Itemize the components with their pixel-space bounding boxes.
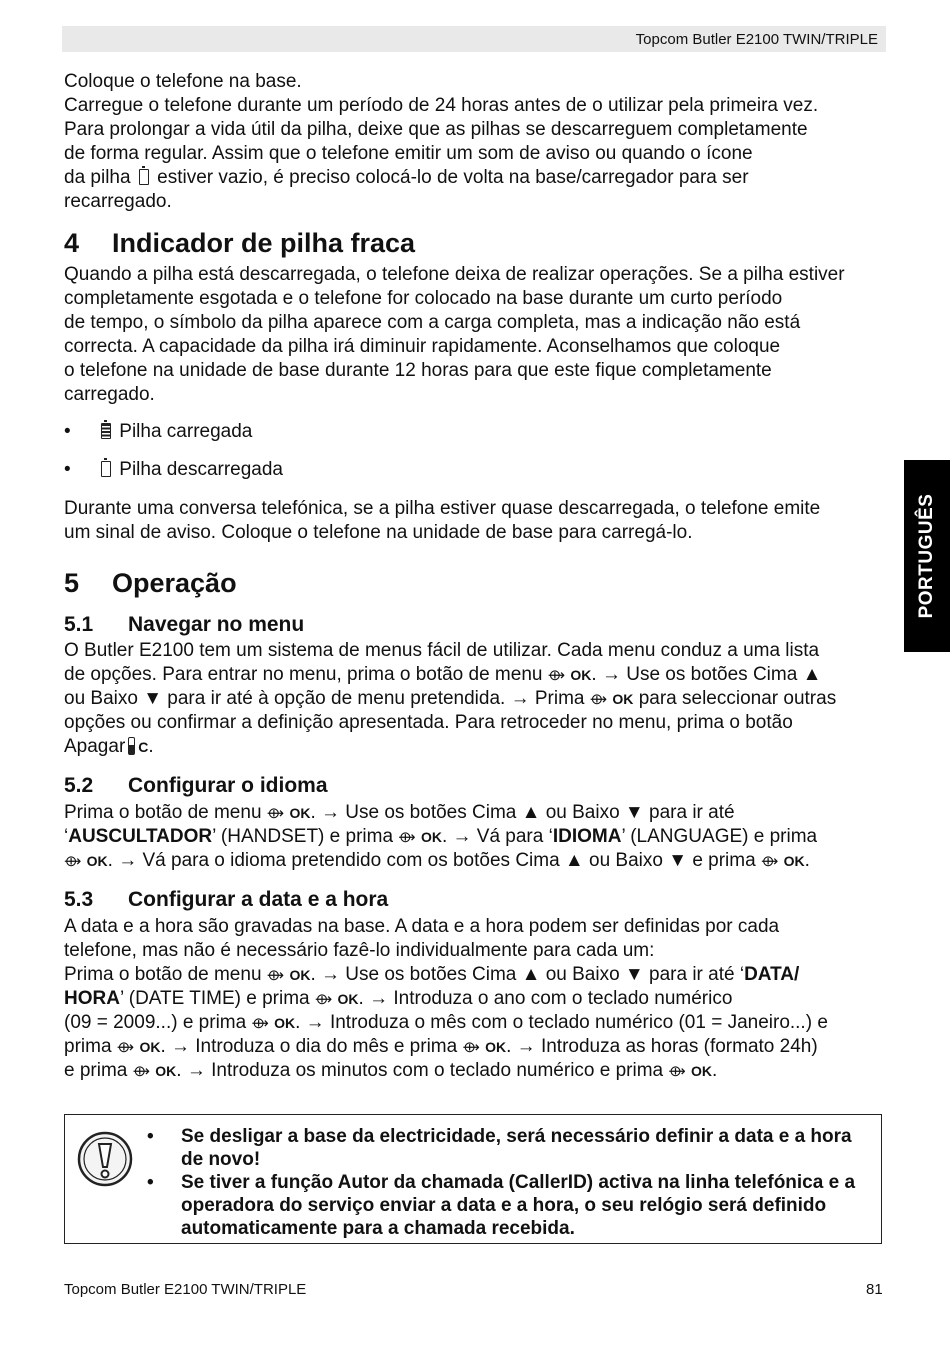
paragraph-line: telefone, mas não é necessário fazê-lo individualmente para cada um: [64, 940, 655, 961]
intro-line: recarregado. [64, 191, 172, 212]
paragraph-line: carregado. [64, 384, 155, 405]
ok-label: OK [570, 667, 592, 683]
header-bar [62, 26, 886, 52]
text: ’ (LANGUAGE) e prima [621, 826, 818, 847]
text: . → Use os botões Cima ▲ ou Baixo ▼ para ir até [310, 802, 735, 823]
menu-option: HORA [64, 988, 120, 1009]
language-tab-label: PORTUGUÊS [916, 493, 937, 619]
battery-full-icon [101, 423, 111, 439]
paragraph-line [64, 735, 886, 759]
paragraph-line: um sinal de aviso. Coloque o telefone na unidade de base para carregá-lo. [64, 522, 693, 543]
text: ‘ [64, 826, 69, 847]
intro-line: Coloque o telefone na base. [64, 71, 302, 92]
text: prima [64, 1036, 112, 1057]
paragraph-line [64, 1011, 886, 1036]
paragraph-line [64, 987, 886, 1012]
header-title: Topcom Butler E2100 TWIN/TRIPLE [635, 31, 878, 48]
text: . [712, 1060, 718, 1081]
footer-title: Topcom Butler E2100 TWIN/TRIPLE [64, 1281, 307, 1298]
paragraph-line [64, 825, 886, 850]
paragraph-line [64, 687, 886, 712]
section-number: 5.3 [64, 888, 94, 911]
paragraph-line: opções ou confirmar a definição apresentada. Para retroceder no menu, prima o botão [64, 712, 793, 733]
menu-key-icon: ⟴ [266, 967, 285, 984]
ok-label: OK [612, 691, 634, 707]
section-number: 5.2 [64, 774, 94, 797]
text: da pilha [64, 167, 131, 188]
text: ’ (HANDSET) e prima [212, 826, 394, 847]
page-number: 81 [866, 1281, 883, 1298]
intro-line: Carregue o telefone durante um período de 24 horas antes de o utilizar pela primeira vez. [64, 95, 819, 116]
paragraph-line: de tempo, o símbolo da pilha aparece com a carga completa, mas a indicação não está [64, 312, 801, 333]
clear-key-label: C [138, 739, 149, 755]
ok-label: OK [274, 1015, 296, 1031]
menu-key-icon: ⟴ [251, 1015, 269, 1032]
menu-key-icon: ⟴ [760, 853, 779, 870]
menu-option: DATA/ [744, 964, 800, 985]
paragraph-line: correcta. A capacidade da pilha irá diminuir rapidamente. Aconselhamos que coloque [64, 336, 781, 357]
note-box [64, 1114, 882, 1244]
list-item-label: Pilha descarregada [119, 459, 283, 480]
text: ou Baixo ▼ para ir até à opção de menu pretendida. → Prima [64, 688, 585, 709]
text: . → Introduza o ano com o teclado numérico [358, 988, 733, 1009]
paragraph-line: Durante uma conversa telefónica, se a pilha estiver quase descarregada, o telefone emite [64, 498, 821, 519]
text: . → Use os botões Cima ▲ ou Baixo ▼ para ir até ‘ [310, 964, 745, 985]
text: . → Introduza as horas (formato 24h) [506, 1036, 818, 1057]
text: . → Introduza o mês com o teclado numérico (01 = Janeiro...) e [295, 1012, 828, 1033]
section-number: 5.1 [64, 613, 94, 636]
text: . → Vá para ‘ [441, 826, 553, 847]
paragraph-line [64, 963, 886, 988]
list-item [64, 420, 252, 444]
paragraph-line: o telefone na unidade de base durante 12 horas para que este fique completamente [64, 360, 772, 381]
menu-key-icon: ⟴ [462, 1039, 480, 1056]
note-text: Se tiver a função Autor da chamada (CallerID) activa na linha telefónica e a operadora do serviço enviar a data e a hora, o seu relógio será definido automaticamente para a chamada recebida. [181, 1172, 856, 1239]
text: ’ (DATE TIME) e prima [119, 988, 310, 1009]
intro-line [64, 166, 886, 190]
subsection-5-1-heading [64, 613, 304, 637]
paragraph-line: O Butler E2100 tem um sistema de menus fácil de utilizar. Cada menu conduz a uma lista [64, 640, 820, 661]
ok-label: OK [485, 1039, 507, 1055]
text: (09 = 2009...) e prima [64, 1012, 247, 1033]
text: Apagar [64, 736, 126, 757]
section-title: Operação [112, 568, 237, 598]
bullet-dot: • [147, 1126, 154, 1147]
menu-key-icon: ⟴ [266, 805, 285, 822]
bullet-dot: • [64, 421, 71, 442]
note-item [147, 1171, 867, 1240]
note-list [147, 1125, 867, 1240]
text: de opções. Para entrar no menu, prima o botão de menu [64, 664, 543, 685]
battery-empty-icon [101, 461, 111, 477]
section-5-heading [64, 568, 237, 599]
ok-label: OK [86, 853, 108, 869]
menu-key-icon: ⟴ [668, 1063, 686, 1080]
text: . [148, 736, 154, 757]
subsection-5-2-heading [64, 774, 328, 798]
intro-line: Para prolongar a vida útil da pilha, deixe que as pilhas se descarreguem completamente [64, 119, 808, 140]
ok-label: OK [783, 853, 805, 869]
text: . → Introduza o dia do mês e prima [160, 1036, 458, 1057]
paragraph-line: Quando a pilha está descarregada, o telefone deixa de realizar operações. Se a pilha estiver [64, 264, 845, 285]
paragraph-line [64, 1035, 886, 1060]
ok-label: OK [155, 1063, 177, 1079]
menu-option: IDIOMA [552, 826, 622, 847]
intro-line: de forma regular. Assim que o telefone emitir um som de aviso ou quando o ícone [64, 143, 753, 164]
warning-exclamation-icon [77, 1131, 133, 1187]
ok-label: OK [420, 829, 442, 845]
menu-key-icon: ⟴ [547, 667, 566, 684]
bullet-dot: • [147, 1172, 154, 1193]
ok-label: OK [691, 1063, 713, 1079]
note-item [147, 1125, 867, 1171]
ok-label: OK [139, 1039, 161, 1055]
paragraph-line [64, 849, 886, 874]
handset-clear-key-icon [128, 737, 135, 755]
ok-label: OK [289, 967, 311, 983]
text: . → Vá para o idioma pretendido com os botões Cima ▲ ou Baixo ▼ e prima [107, 850, 756, 871]
section-title: Configurar o idioma [128, 774, 328, 797]
text: Prima o botão de menu [64, 802, 262, 823]
paragraph-line: completamente esgotada e o telefone for colocado na base durante um curto período [64, 288, 783, 309]
text: e prima [64, 1060, 128, 1081]
text: . [804, 850, 810, 871]
paragraph-line [64, 801, 886, 826]
text: para seleccionar outras [638, 688, 837, 709]
text: Prima o botão de menu [64, 964, 262, 985]
note-text: Se desligar a base da electricidade, será necessário definir a data e a hora de novo! [181, 1126, 852, 1170]
subsection-5-3-heading [64, 888, 388, 912]
menu-key-icon: ⟴ [64, 853, 82, 870]
menu-key-icon: ⟴ [589, 691, 608, 708]
paragraph-line [64, 663, 886, 688]
text: . → Introduza os minutos com o teclado numérico e prima [176, 1060, 664, 1081]
section-number: 4 [64, 228, 80, 258]
ok-label: OK [337, 991, 359, 1007]
menu-option: AUSCULTADOR [68, 826, 213, 847]
bullet-dot: • [64, 459, 71, 480]
list-item-label: Pilha carregada [119, 421, 253, 442]
text: estiver vazio, é preciso colocá-lo de volta na base/carregador para ser [157, 167, 749, 188]
section-number: 5 [64, 568, 80, 598]
section-title: Indicador de pilha fraca [112, 228, 416, 258]
language-tab [904, 460, 950, 652]
section-4-heading [64, 228, 415, 259]
menu-key-icon: ⟴ [314, 991, 333, 1008]
menu-key-icon: ⟴ [116, 1039, 135, 1056]
paragraph-line: A data e a hora são gravadas na base. A data e a hora podem ser definidas por cada [64, 916, 780, 937]
section-title: Navegar no menu [128, 613, 305, 636]
menu-key-icon: ⟴ [398, 829, 416, 846]
list-item [64, 458, 283, 482]
ok-label: OK [289, 805, 311, 821]
section-title: Configurar a data e a hora [128, 888, 389, 911]
menu-key-icon: ⟴ [132, 1063, 150, 1080]
battery-empty-icon [139, 169, 149, 185]
text: . → Use os botões Cima ▲ [591, 664, 822, 685]
paragraph-line [64, 1059, 886, 1084]
